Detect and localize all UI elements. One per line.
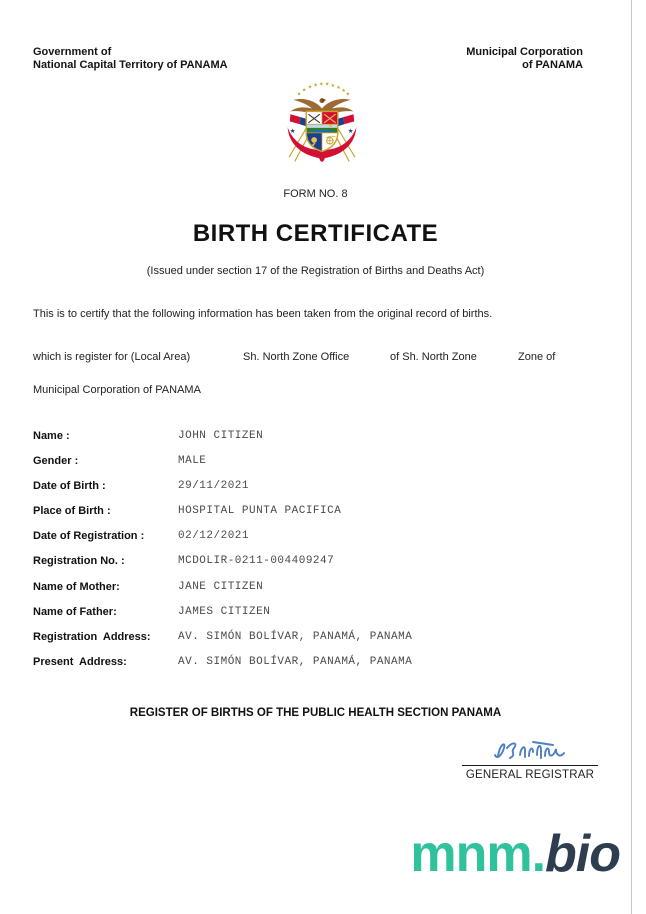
- page-edge-rule: [631, 0, 632, 914]
- field-label: Date of Registration :: [33, 530, 145, 543]
- document-subtitle: (Issued under section 17 of the Registration of Births and Deaths Act): [146, 265, 485, 277]
- field-label: Name of Father:: [33, 605, 117, 618]
- field-label: Gender :: [33, 455, 79, 468]
- field-value: MALE: [178, 455, 207, 468]
- certify-statement: This is to certify that the following information has been taken from the original record of births.: [33, 308, 493, 320]
- svg-text:★: ★: [296, 91, 302, 98]
- field-value: MCDOLIR-0211-004409247: [178, 555, 335, 568]
- svg-text:★: ★: [330, 83, 336, 89]
- register-of-births-heading: REGISTER OF BIRTHS OF THE PUBLIC HEALTH SECTION PANAMA: [129, 707, 502, 719]
- field-value: 29/11/2021: [178, 480, 250, 493]
- field-label: Name of Mother:: [33, 580, 120, 593]
- field-value: HOSPITAL PUNTA PACIFICA: [178, 505, 342, 518]
- field-label: Name :: [33, 430, 70, 442]
- field-label: Registration Address:: [33, 630, 151, 643]
- field-row: [33, 430, 593, 455]
- field-value: AV. SIMÓN BOLÍVAR, PANAMÁ, PANAMA: [178, 655, 413, 668]
- field-label: Date of Birth :: [33, 480, 106, 493]
- municipal-corporation-line: Municipal Corporation of PANAMA: [33, 384, 201, 396]
- header-right: [466, 46, 583, 72]
- field-value: JAMES CITIZEN: [178, 605, 271, 618]
- field-value: JANE CITIZEN: [178, 580, 264, 593]
- header-right-line1: Municipal Corporation: [466, 46, 583, 58]
- fields-list: [33, 430, 593, 681]
- register-of-zone: of Sh. North Zone: [390, 351, 477, 363]
- field-row: [33, 530, 593, 555]
- svg-text:★: ★: [341, 88, 346, 95]
- header-left: [33, 46, 228, 72]
- register-office: Sh. North Zone Office: [243, 351, 350, 363]
- emblem-stars-arc: [297, 82, 351, 98]
- field-row: [33, 631, 593, 656]
- field-row: [33, 505, 593, 530]
- mnm-bio-logo: [410, 824, 620, 884]
- svg-text:★: ★: [336, 85, 341, 92]
- svg-text:★: ★: [345, 91, 351, 98]
- emblem-shield: [306, 111, 338, 154]
- field-row: [33, 581, 593, 606]
- signature-block: [462, 736, 598, 781]
- field-label: Place of Birth :: [33, 505, 111, 518]
- form-number: FORM NO. 8: [283, 188, 348, 200]
- field-value: 02/12/2021: [178, 530, 250, 543]
- svg-text:★: ★: [347, 126, 354, 135]
- field-row: [33, 606, 593, 631]
- field-row: [33, 656, 593, 681]
- svg-text:★: ★: [313, 82, 318, 89]
- general-registrar-signature-icon: [487, 736, 573, 764]
- svg-text:★: ★: [301, 87, 307, 94]
- field-label: Registration No. :: [33, 555, 125, 568]
- field-value: JOHN CITIZEN: [178, 430, 264, 442]
- general-registrar-label: GENERAL REGISTRAR: [465, 769, 595, 781]
- document-title: BIRTH CERTIFICATE: [192, 220, 439, 247]
- logo-bio-text: bio: [545, 825, 620, 883]
- svg-text:★: ★: [289, 126, 296, 135]
- field-row: [33, 555, 593, 580]
- field-label: Present Address:: [33, 655, 127, 668]
- svg-text:★: ★: [319, 82, 324, 88]
- header-right-line2: of PANAMA: [522, 59, 583, 71]
- field-value: AV. SIMÓN BOLÍVAR, PANAMÁ, PANAMA: [178, 630, 413, 643]
- header-left-line2: National Capital Territory of PANAMA: [33, 59, 228, 71]
- register-line-intro: which is register for (Local Area): [33, 351, 191, 363]
- svg-text:★: ★: [324, 82, 330, 88]
- panama-coat-of-arms-icon: [279, 82, 365, 178]
- header-left-line1: Government of: [33, 46, 112, 58]
- field-row: [33, 480, 593, 505]
- register-zone-of: Zone of: [518, 351, 556, 363]
- svg-text:★: ★: [307, 84, 313, 91]
- logo-mnm-text: mnm.: [410, 825, 546, 883]
- field-row: [33, 455, 593, 480]
- signature-line: [462, 765, 598, 766]
